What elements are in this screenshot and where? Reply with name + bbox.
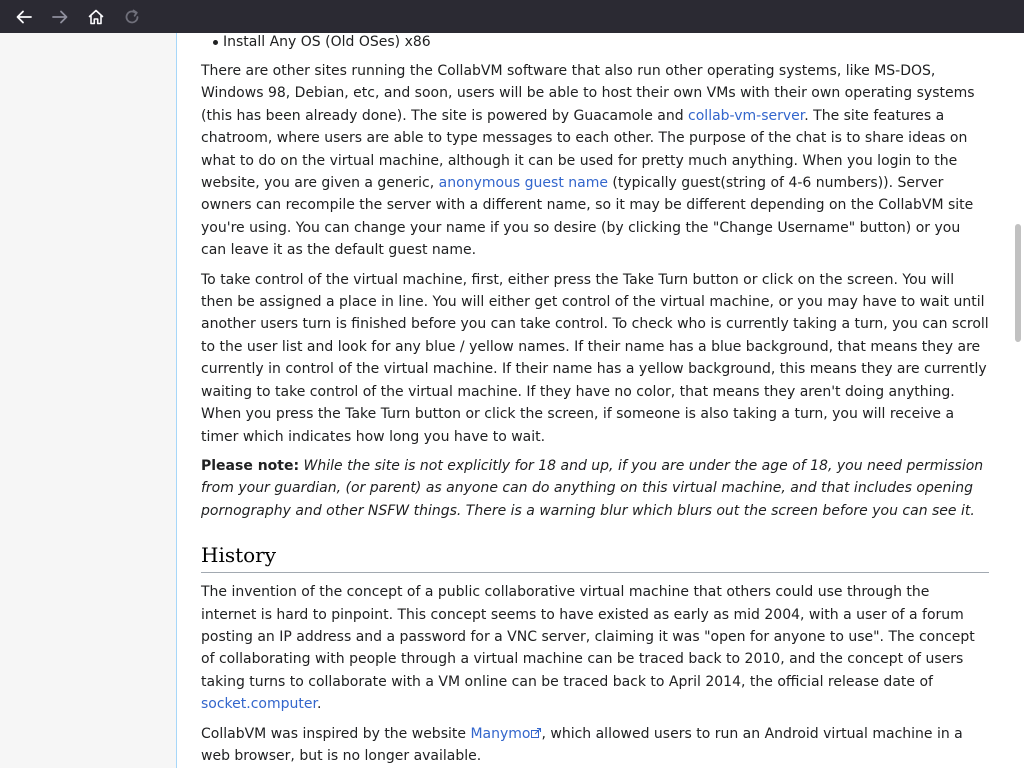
manymo-link[interactable] xyxy=(470,726,541,742)
paragraph-take-turn: To take control of the virtual machine, first, either press the Take Turn button or click on the screen. You will then be assigned a place in line. You will either get control of the virtual machine, or you may have to wait until another users turn is finished before you can take control. To check who is currently taking a turn, you can scroll to the user list and look for any blue / yellow names. If their name has a blue background, that means they are currently in control of the virtual machine. If their name has a yellow background, this means they are currently waiting to take control of the virtual machine. If they have no color, that means they aren't doing anything. When you press the Take Turn button or click the screen, if someone is also taking a turn, you will receive a timer which indicates how long you have to wait. xyxy=(201,271,989,445)
scrollbar-thumb[interactable] xyxy=(1015,224,1021,342)
browser-toolbar xyxy=(0,0,1024,33)
manymo-link-text[interactable]: Manymo xyxy=(470,725,531,742)
home-icon xyxy=(87,8,105,26)
paragraph-text: . xyxy=(316,696,322,713)
paragraph-history xyxy=(201,581,989,715)
anonymous-guest-name-link[interactable]: anonymous guest name xyxy=(438,175,608,192)
paragraph-text: (typically guest(string of 4-6 numbers)). Server owners can recompile the server with a different name, so it may be different depending on the CollabVM site you're using. You can change your name if you so desire (by clicking the "Change Username" button) or you can leave it as the default guest name. xyxy=(201,175,974,259)
feature-list xyxy=(201,33,989,53)
reload-button[interactable] xyxy=(114,0,150,33)
back-arrow-icon xyxy=(15,8,33,26)
reload-icon xyxy=(123,8,141,26)
forward-arrow-icon xyxy=(51,8,69,26)
note-label: Please note: xyxy=(201,457,300,474)
paragraph-text: CollabVM was inspired by the website xyxy=(201,725,471,742)
bullet-dot xyxy=(213,40,218,45)
list-item-text: Install Any OS (Old OSes) x86 xyxy=(223,34,431,50)
paragraph-text: There are other sites running the CollabVM software that also run other operating systems, like MS-DOS, Windows 98, Debian, etc, and soon, users will be able to host their own VMs with their own operating systems (this has been already done). The site is powered by Guacamole and xyxy=(201,63,975,124)
paragraph-text: . The site features a chatroom, where users are able to type messages to each other. The purpose of the chat is to share ideas on what to do on the virtual machine, although it can be used for pretty much anything. When you login to the website, you are given a generic, xyxy=(201,107,968,192)
back-button[interactable] xyxy=(6,0,42,33)
home-button[interactable] xyxy=(78,0,114,33)
external-link-icon xyxy=(531,728,541,738)
paragraph-text: , which allowed users to run an Android virtual machine in a web browser, but is no longer available. xyxy=(201,725,963,764)
list-item xyxy=(201,33,989,53)
article-body xyxy=(201,33,989,768)
note-text: While the site is not explicitly for 18 and up, if you are under the age of 18, you need permission from your guardian, (or parent) as anyone can do anything on this virtual machine, and that includes opening pornography and other NSFW things. There is a warning blur which blurs out the screen before you can see it. xyxy=(201,457,984,519)
left-sidebar xyxy=(0,33,177,768)
socket-computer-link[interactable]: socket.computer xyxy=(201,696,317,713)
paragraph-note xyxy=(201,455,989,522)
vertical-scrollbar[interactable] xyxy=(1011,33,1024,768)
history-heading: History xyxy=(201,542,989,573)
paragraph-text: The invention of the concept of a public collaborative virtual machine that others could use through the internet is hard to pinpoint. This concept seems to have existed as early as mid 2004, with a user of a forum posting an IP address and a password for a VNC server, claiming it was "open for anyone to use". The concept of collaborating with people through a virtual machine can be traced back to 2010, and the concept of users taking turns to collaborate with a VM online can be traced back to April 2014, the official release date of xyxy=(201,584,975,690)
article-content xyxy=(177,33,1011,768)
forward-button[interactable] xyxy=(42,0,78,33)
collab-vm-server-link[interactable]: collab-vm-server xyxy=(688,107,805,124)
paragraph-collabvm-sites xyxy=(201,60,989,262)
paragraph-manymo xyxy=(201,723,989,768)
